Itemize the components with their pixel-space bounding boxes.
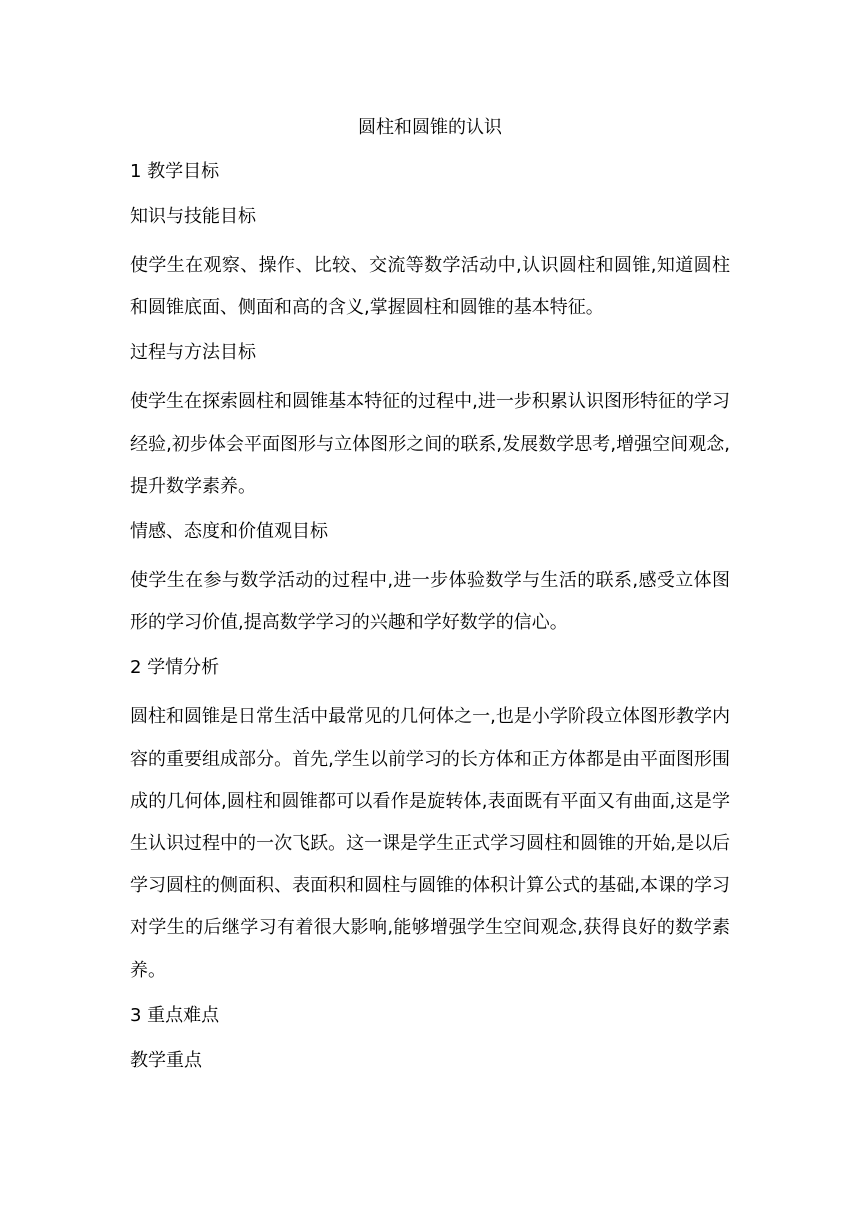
paragraph-process-method: 使学生在探索圆柱和圆锥基本特征的过程中,进一步积累认识图形特征的学习经验,初步体会平面图形与立体图形之间的联系,发展数学思考,增强空间观念,提升数学素养。 [130,391,730,497]
section-heading-objectives: 1 教学目标 [130,161,220,182]
document-title: 圆柱和圆锥的认识 [358,117,502,138]
subheading-knowledge-skills: 知识与技能目标 [130,206,256,227]
section-heading-analysis: 2 学情分析 [130,657,220,679]
subheading-emotion-attitude: 情感、态度和价值观目标 [130,521,328,543]
paragraph-knowledge-skills: 使学生在观察、操作、比较、交流等数学活动中,认识圆柱和圆锥,知道圆柱和圆锥底面、侧面和高的含义,掌握圆柱和圆锥的基本特征。 [130,255,730,319]
section-heading-key-points: 3 重点难点 [130,1004,220,1026]
paragraph-emotion-attitude: 使学生在参与数学活动的过程中,进一步体验数学与生活的联系,感受立体图形的学习价值,提高数学学习的兴趣和学好数学的信心。 [130,570,730,634]
subheading-process-method: 过程与方法目标 [130,342,256,364]
paragraph-analysis: 圆柱和圆锥是日常生活中最常见的几何体之一,也是小学阶段立体图形教学内容的重要组成部分。首先,学生以前学习的长方体和正方体都是由平面图形围成的几何体,圆柱和圆锥都可以看作是旋转体,表面既有平面又有曲面,这是学生认识过程中的一次飞跃。这一课是学生正式学习圆柱和圆锥的开始,是以后学习圆柱的侧面积、表面积和圆柱与圆锥的体积计算公式的基础,本课的学习对学生的后继学习有着很大影响,能够增强学生空间观念,获得良好的数学素养。 [130,706,730,981]
subheading-teaching-focus: 教学重点 [130,1049,202,1071]
document-page [130,108,730,1082]
